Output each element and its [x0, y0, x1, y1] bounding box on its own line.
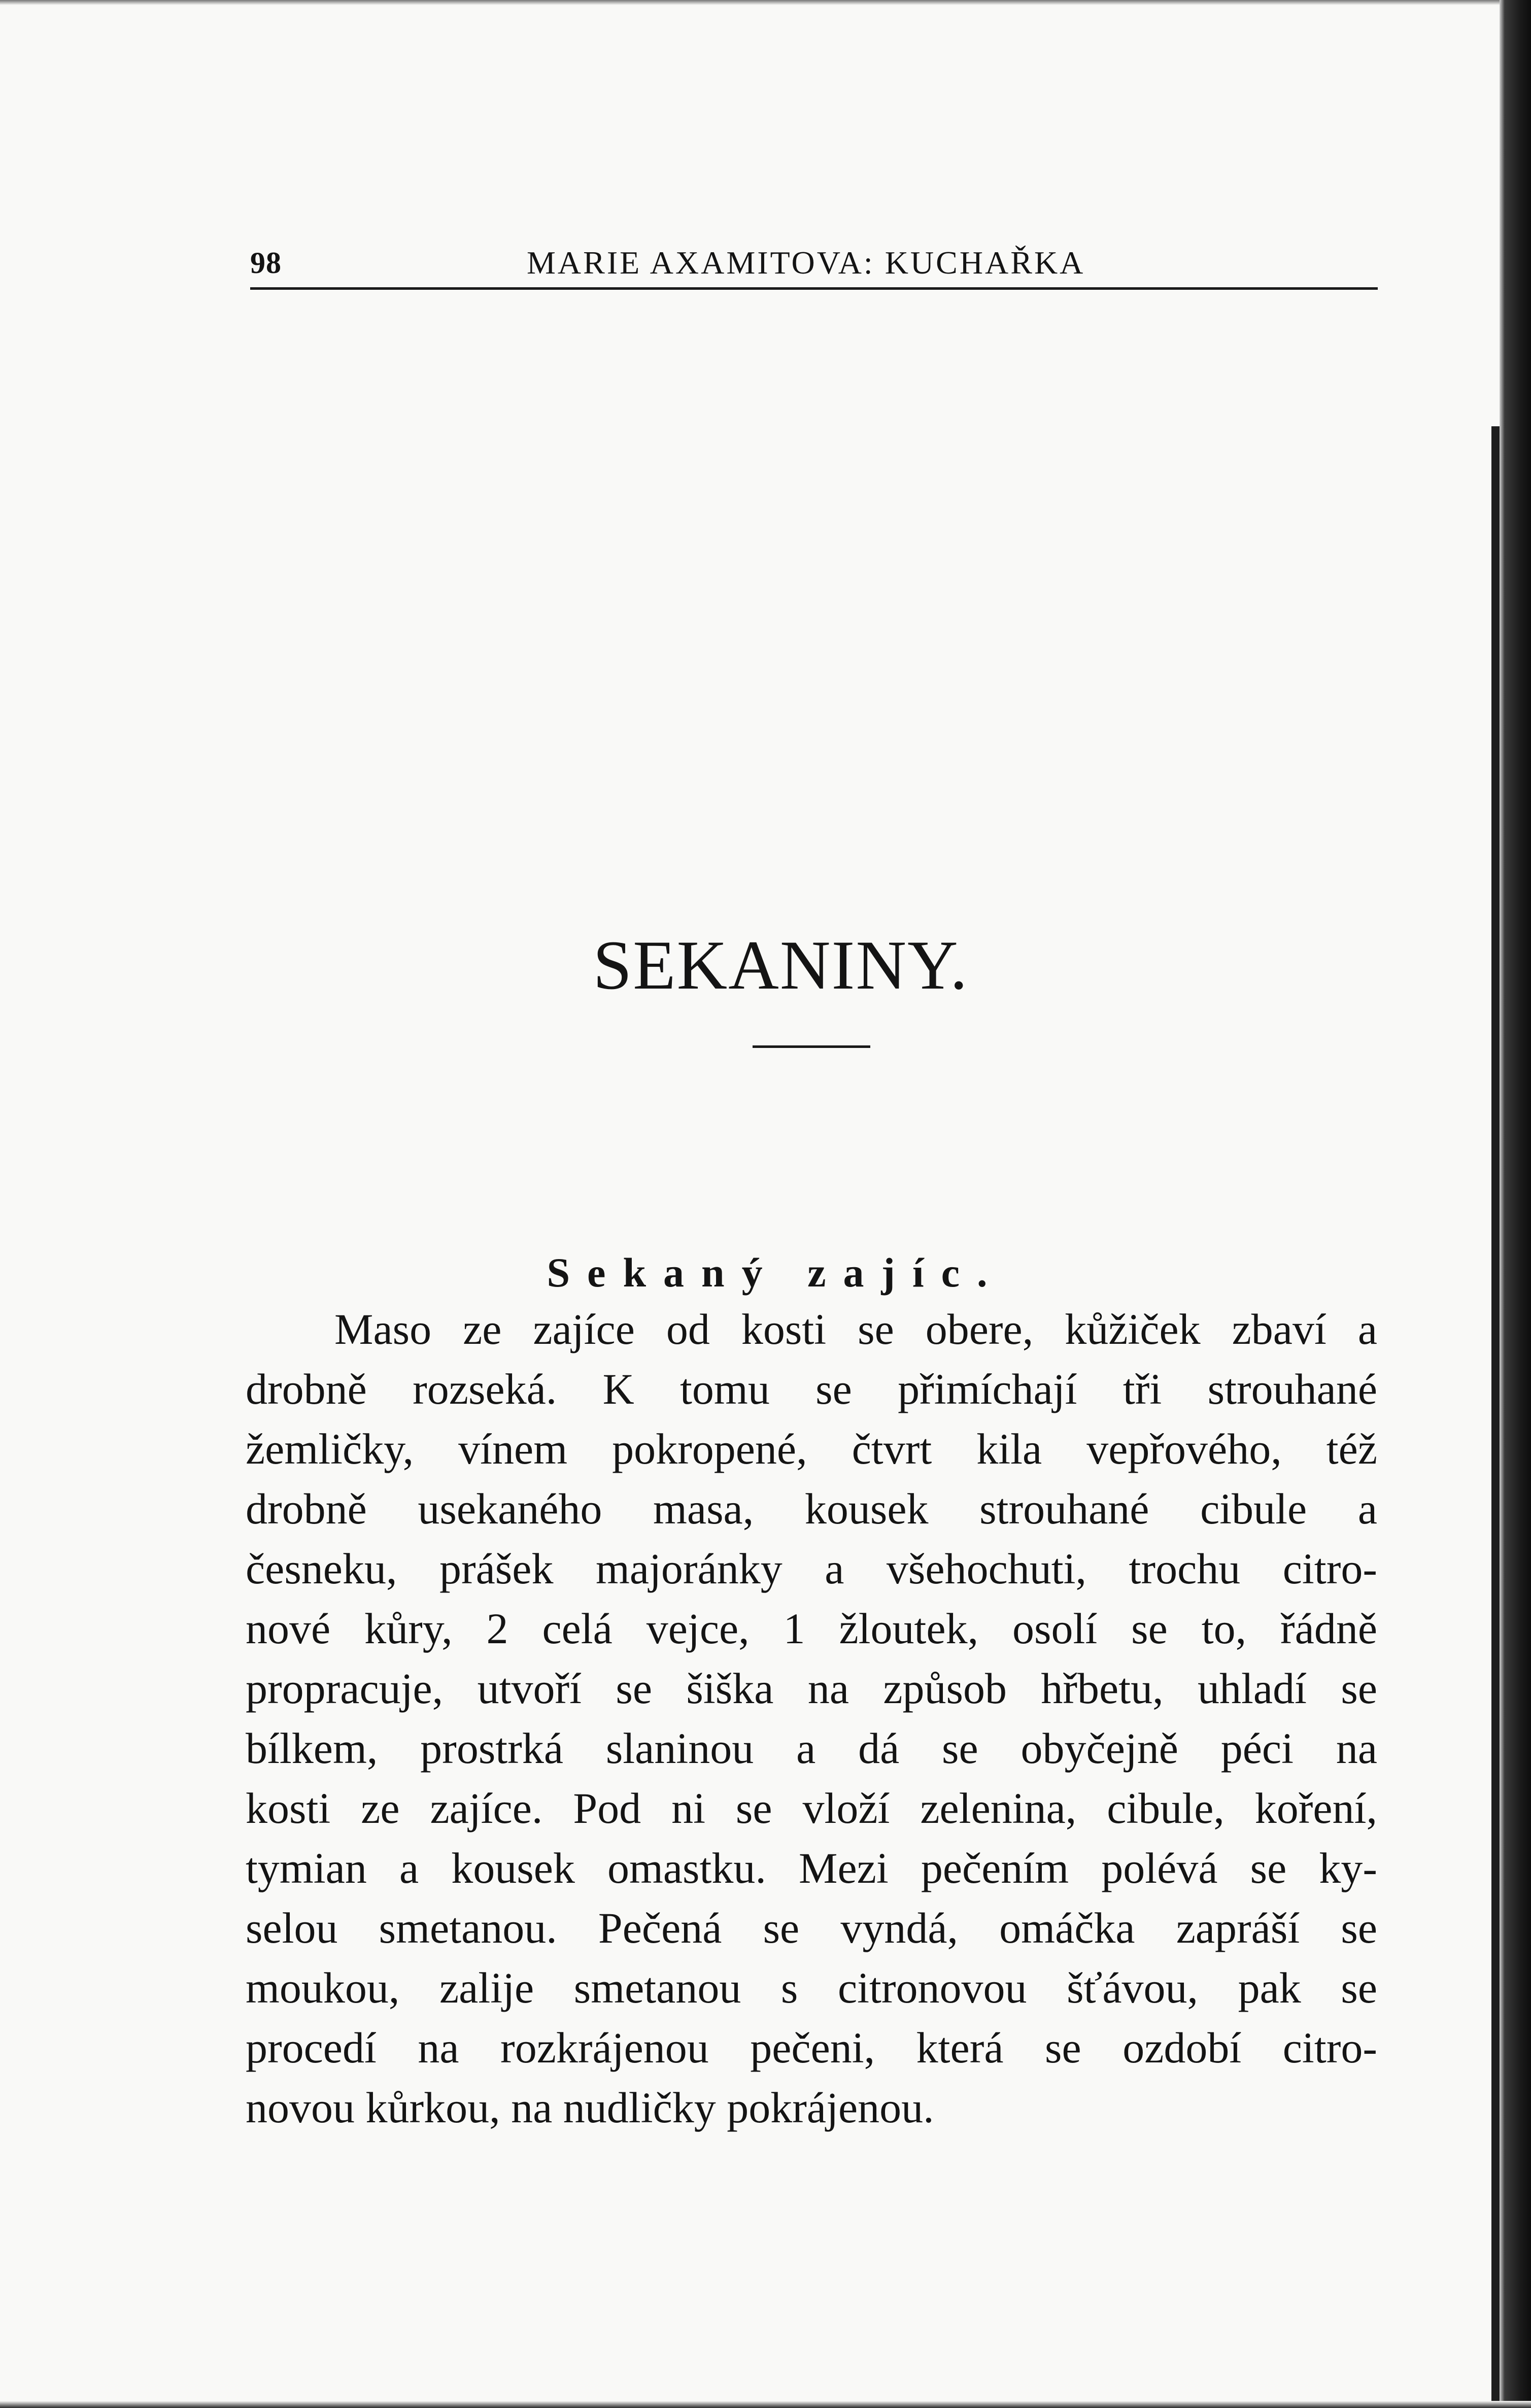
title-divider: [753, 1045, 870, 1048]
header-rule: [250, 287, 1378, 290]
section-title: SEKANINY.: [593, 926, 969, 1004]
recipe-text-line: nové kůry, 2 celá vejce, 1 žloutek, osolí se to, řádně: [246, 1604, 1377, 1653]
recipe-text-line: žemličky, vínem pokropené, čtvrt kila vepřového, též: [246, 1425, 1377, 1473]
recipe-text-line: moukou, zalije smetanou s citronovou šťávou, pak se: [246, 1963, 1377, 2012]
recipe-text-line: procedí na rozkrájenou pečeni, která se ozdobí citro-: [246, 2023, 1377, 2072]
recipe-text-line: tymian a kousek omastku. Mezi pečením polévá se ky-: [246, 1844, 1377, 1892]
recipe-text-line: Maso ze zajíce od kosti se obere, kůžiček zbaví a: [334, 1305, 1377, 1353]
recipe-text-line: selou smetanou. Pečená se vyndá, omáčka zapráší se: [246, 1904, 1377, 1952]
scan-edge-top: [0, 0, 1531, 5]
recipe-text-line: propracuje, utvoří se šiška na způsob hřbetu, uhladí se: [246, 1664, 1377, 1713]
recipe-text-line: česneku, prášek majoránky a všehochuti, trochu citro-: [246, 1544, 1377, 1593]
running-head: [250, 243, 1377, 283]
recipe-text-line: drobně usekaného masa, kousek strouhané cibule a: [246, 1484, 1377, 1533]
recipe-text-line: novou kůrkou, na nudličky pokrájenou.: [246, 2083, 934, 2132]
running-head-title: MARIE AXAMITOVA: KUCHAŘKA: [527, 245, 1085, 281]
recipe-text-line: kosti ze zajíce. Pod ni se vloží zelenina, cibule, koření,: [246, 1784, 1377, 1833]
page-number: 98: [250, 246, 282, 280]
scan-edge-right-inner: [1491, 426, 1500, 2405]
recipe-text-line: bílkem, prostrká slaninou a dá se obyčejně péci na: [246, 1724, 1377, 1773]
recipe-text-line: drobně rozseká. K tomu se přimíchají tři strouhané: [246, 1365, 1377, 1413]
scan-edge-right: [1500, 0, 1531, 2408]
recipe-text: [246, 1299, 1377, 2138]
scan-edge-bottom: [0, 2401, 1531, 2408]
recipe-title: Sekaný zajíc.: [547, 1249, 1005, 1296]
